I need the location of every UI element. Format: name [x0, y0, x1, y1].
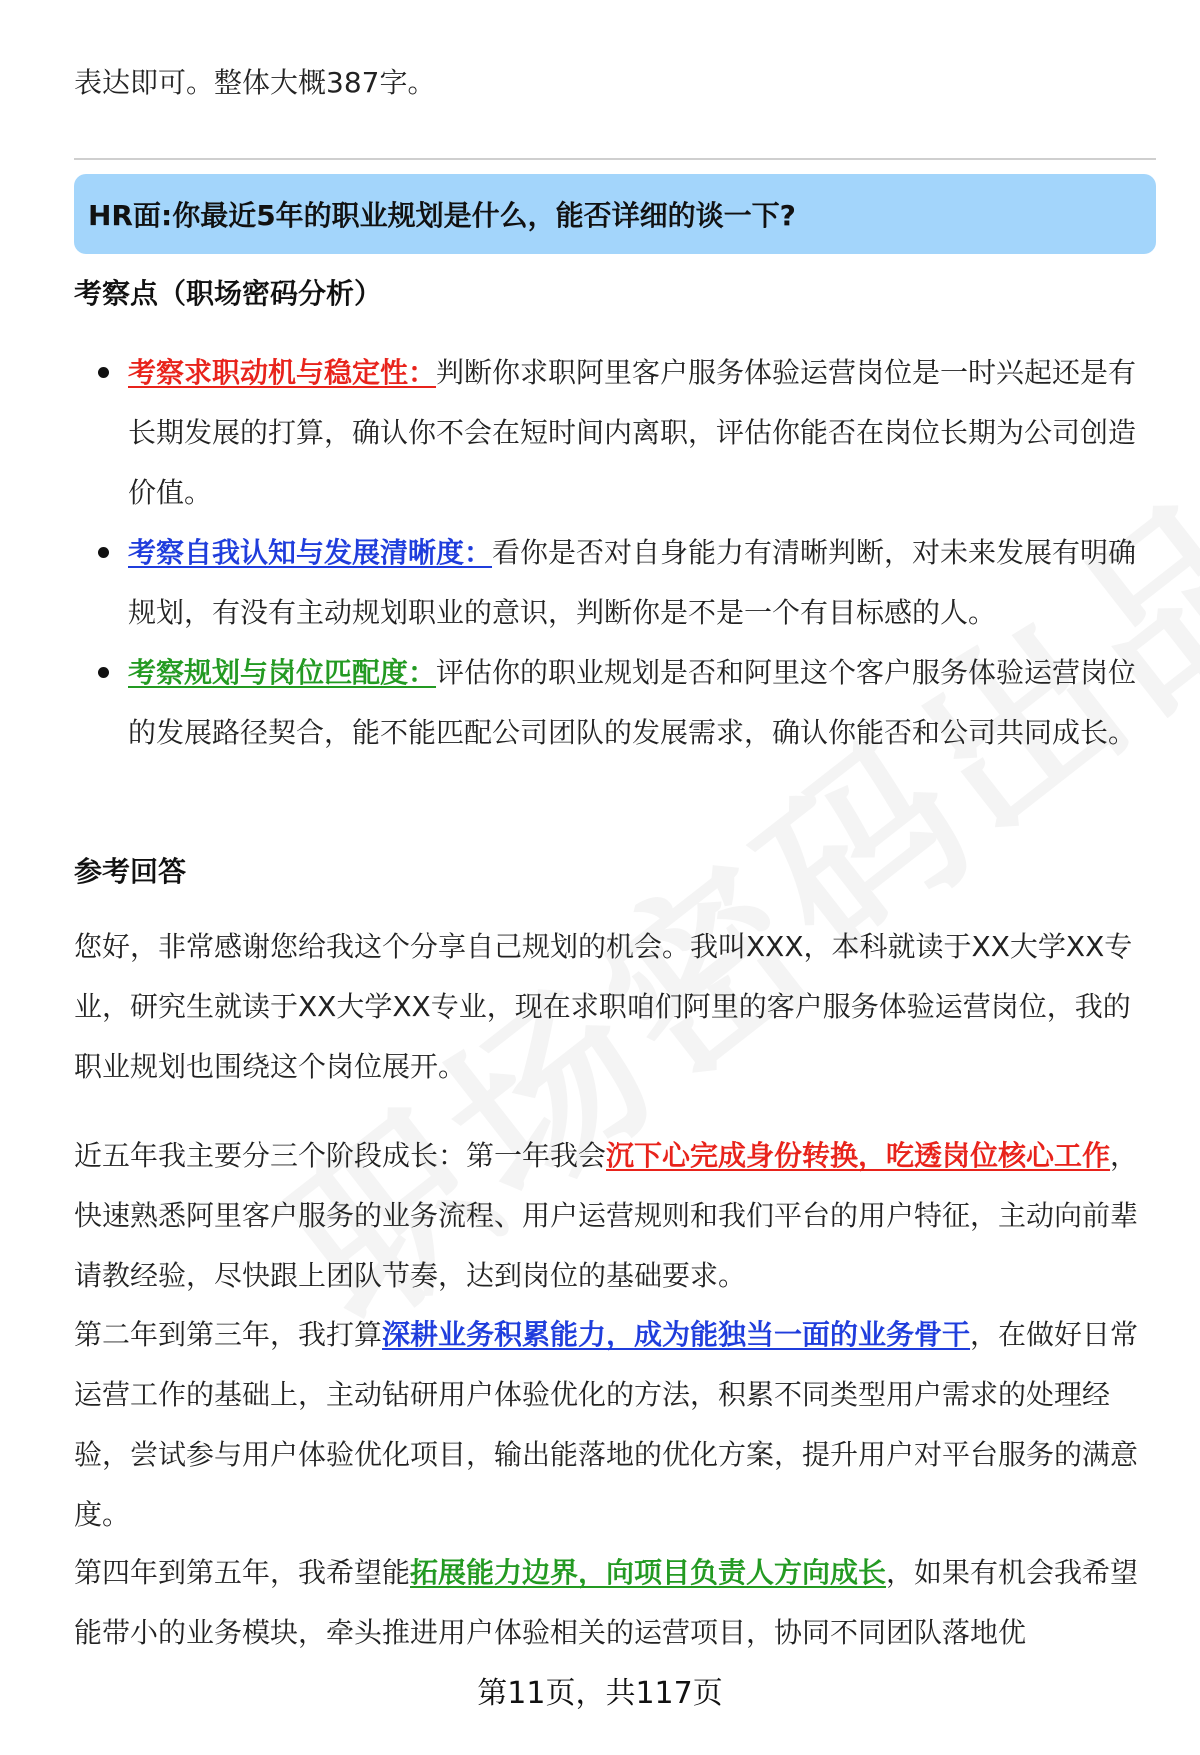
intro-tail-text: 表达即可。整体大概387字。	[74, 66, 436, 99]
analysis-item-label: 考察自我认知与发展清晰度：	[128, 536, 493, 569]
analysis-item-text: 判断你求职阿里客户服务体验运营岗位是一时兴起还是有长期发展的打算，确认你不会在短时间内离职，评估你能否在岗位长期为公司创造价值。	[128, 356, 1137, 509]
highlight-text: 拓展能力边界，向项目负责人方向成长	[410, 1556, 887, 1589]
page-number: 第11页，共117页	[477, 1676, 723, 1711]
highlight-text: 深耕业务积累能力，成为能独当一面的业务骨干	[382, 1318, 971, 1351]
bullet-dot-icon	[98, 547, 109, 558]
list-item	[74, 643, 1156, 763]
analysis-item-label: 考察规划与岗位匹配度：	[128, 656, 437, 689]
answer-paragraph-4	[74, 1543, 1156, 1663]
section-divider	[74, 158, 1156, 160]
paragraph-text: 第四年到第五年，我希望能	[74, 1556, 411, 1589]
analysis-item-text: 看你是否对自身能力有清晰判断，对未来发展有明确规划，有没有主动规划职业的意识，判断你是不是一个有目标感的人。	[128, 536, 1137, 629]
paragraph-text: 近五年我主要分三个阶段成长：第一年我会	[74, 1139, 607, 1172]
highlight-text: 沉下心完成身份转换，吃透岗位核心工作	[606, 1139, 1111, 1172]
question-title: HR面:你最近5年的职业规划是什么，能否详细的谈一下?	[88, 199, 796, 232]
analysis-list	[74, 343, 1156, 763]
paragraph-text: ，快速熟悉阿里客户服务的业务流程、用户运营规则和我们平台的用户特征，主动向前辈请教经验，尽快跟上团队节奏，达到岗位的基础要求。	[74, 1139, 1139, 1292]
analysis-item-text: 评估你的职业规划是否和阿里这个客户服务体验运营岗位的发展路径契合，能不能匹配公司团队的发展需求，确认你能否和公司共同成长。	[128, 656, 1137, 749]
paragraph-text: ，如果有机会我希望能带小的业务模块，牵头推进用户体验相关的运营项目，协同不同团队落地优	[74, 1556, 1139, 1649]
list-item	[74, 523, 1156, 643]
analysis-heading: 考察点（职场密码分析）	[74, 277, 383, 310]
question-box	[74, 174, 1156, 254]
paragraph-text: 第二年到第三年，我打算	[74, 1318, 383, 1351]
bullet-dot-icon	[98, 367, 109, 378]
bullet-dot-icon	[98, 667, 109, 678]
paragraph-text: ，在做好日常运营工作的基础上，主动钻研用户体验优化的方法，积累不同类型用户需求的处理经验，尝试参与用户体验优化项目，输出能落地的优化方案，提升用户对平台服务的满意度。	[74, 1318, 1139, 1531]
answer-paragraph-2	[74, 1126, 1156, 1306]
answer-heading: 参考回答	[74, 855, 187, 888]
answer-paragraph-3	[74, 1305, 1156, 1545]
analysis-item-label: 考察求职动机与稳定性：	[128, 356, 437, 389]
list-item	[74, 343, 1156, 523]
answer-paragraph-1: 您好，非常感谢您给我这个分享自己规划的机会。我叫XXX，本科就读于XX大学XX专业，研究生就读于XX大学XX专业，现在求职咱们阿里的客户服务体验运营岗位，我的职业规划也围绕这个岗位展开。	[74, 930, 1133, 1083]
